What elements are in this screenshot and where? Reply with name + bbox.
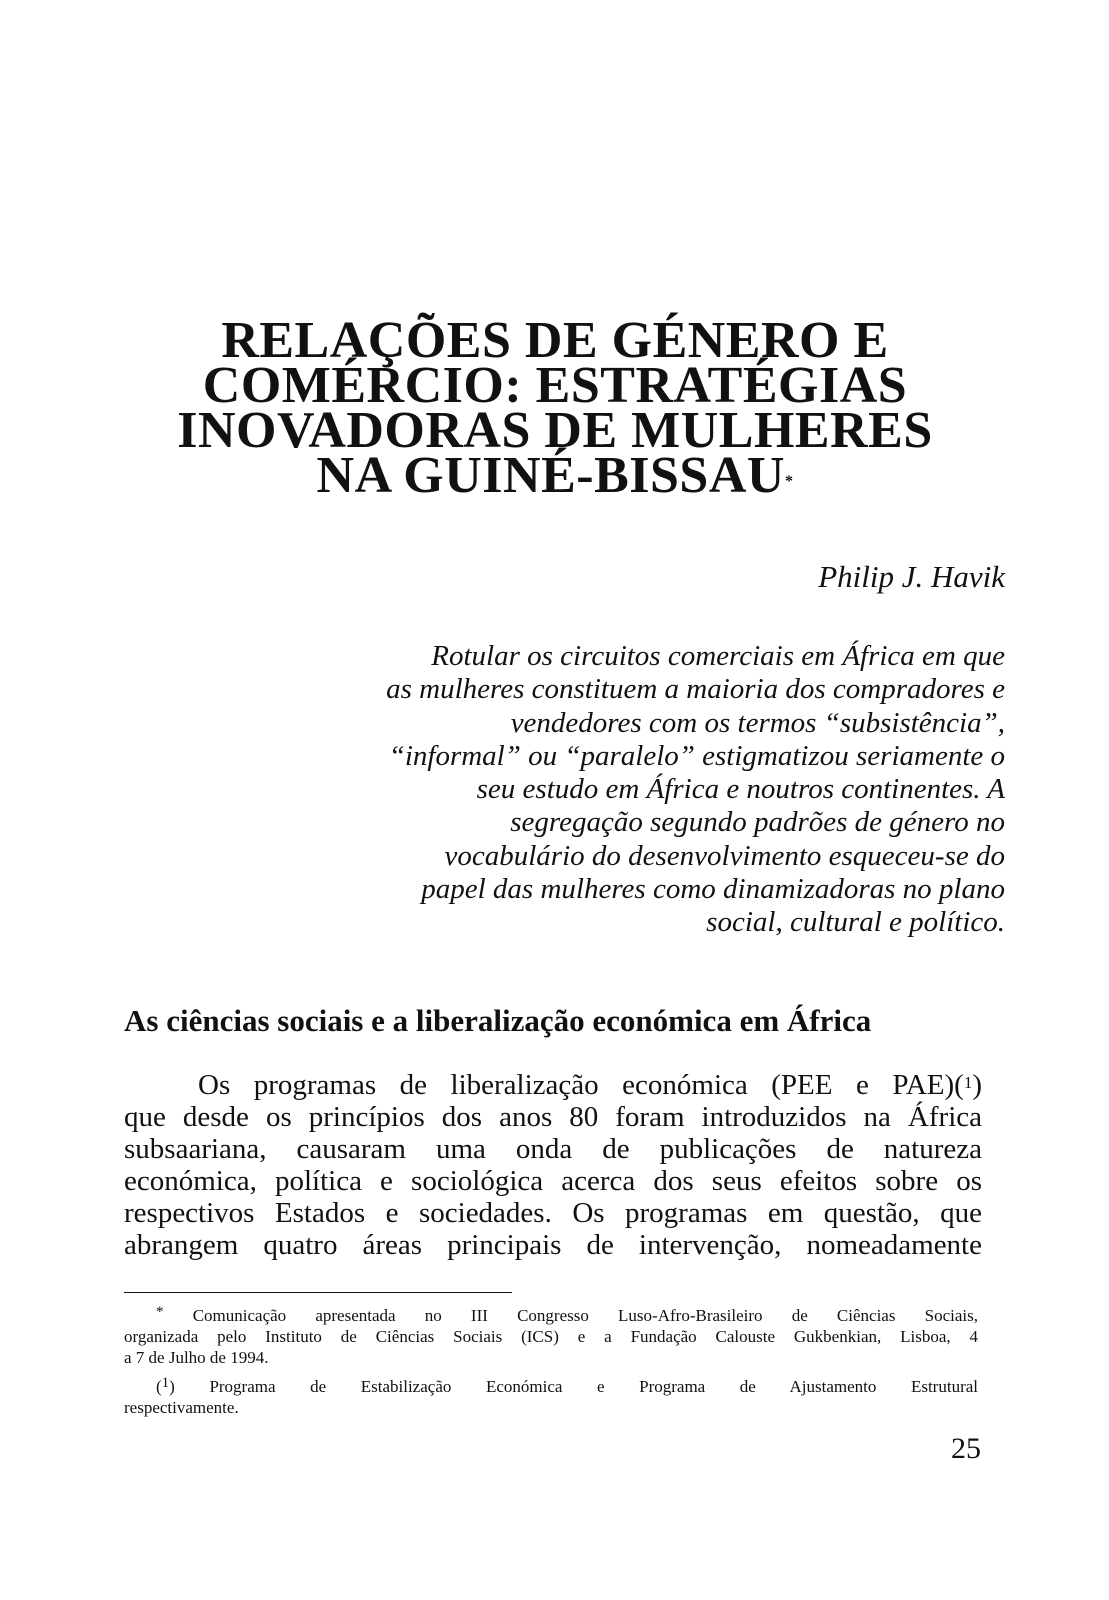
article-title bbox=[150, 312, 960, 504]
footnote-star-line: organizada pelo Instituto de Ciências Sociais (ICS) e a Fundação Calouste Gukbenkian, Lisboa, 4 bbox=[124, 1327, 978, 1346]
paragraph-line: económica, política e sociológica acerca dos seus efeitos sobre os bbox=[124, 1165, 982, 1197]
abstract-line: as mulheres constituem a maioria dos compradores e bbox=[386, 673, 1005, 706]
footnote-1-marker-open: ( bbox=[156, 1377, 162, 1396]
page-number: 25 bbox=[951, 1432, 981, 1465]
title-line: INOVADORAS DE MULHERES bbox=[177, 402, 933, 459]
abstract bbox=[285, 640, 1005, 940]
abstract-line: “informal” ou “paralelo” estigmatizou seriamente o bbox=[388, 739, 1005, 772]
footnote-star-line bbox=[124, 1305, 978, 1326]
title-line: NA GUINÉ-BISSAU bbox=[316, 447, 785, 504]
paragraph-line: abrangem quatro áreas principais de intervenção, nomeadamente bbox=[124, 1229, 982, 1261]
footnote-1-marker-close: ) bbox=[169, 1377, 175, 1396]
footnote-reference[interactable]: 1 bbox=[963, 1073, 973, 1092]
footnote-1-marker: 1 bbox=[161, 1375, 170, 1391]
abstract-line: vocabulário do desenvolvimento esqueceu-se do bbox=[444, 839, 1005, 872]
footnote-star-line: a 7 de Julho de 1994. bbox=[124, 1348, 269, 1367]
footnote-1-line bbox=[124, 1376, 978, 1397]
title-footnote-marker[interactable]: * bbox=[784, 473, 794, 490]
author-name: Philip J. Havik bbox=[818, 559, 1005, 594]
paragraph-line: respectivos Estados e sociedades. Os programas em questão, que bbox=[124, 1197, 982, 1229]
paragraph-text: ) bbox=[972, 1069, 982, 1101]
abstract-line: vendedores com os termos “subsistência”, bbox=[510, 706, 1005, 739]
title-line: COMÉRCIO: ESTRATÉGIAS bbox=[202, 357, 908, 414]
footnote-text: Programa de Estabilização Económica e Programa de Ajustamento Estrutural bbox=[209, 1377, 978, 1396]
footnote-star-marker: * bbox=[156, 1304, 164, 1320]
paragraph-line: subsaariana, causaram uma onda de publicações de natureza bbox=[124, 1133, 982, 1165]
abstract-line: Rotular os circuitos comerciais em África em que bbox=[431, 640, 1005, 672]
abstract-line: seu estudo em África e noutros continentes. A bbox=[476, 773, 1005, 806]
footnote-1-line: respectivamente. bbox=[124, 1398, 239, 1417]
title-line: RELAÇÕES DE GÉNERO E bbox=[221, 312, 889, 369]
footnotes bbox=[124, 1305, 978, 1418]
abstract-line: social, cultural e político. bbox=[706, 906, 1005, 939]
abstract-line: papel das mulheres como dinamizadoras no plano bbox=[421, 873, 1005, 906]
paragraph-first-line bbox=[124, 1069, 982, 1101]
abstract-line: segregação segundo padrões de género no bbox=[510, 806, 1005, 839]
footnote-divider bbox=[124, 1292, 512, 1293]
section-heading: As ciências sociais e a liberalização económica em África bbox=[124, 1003, 872, 1038]
footnote-text: Comunicação apresentada no III Congresso Luso-Afro-Brasileiro de Ciências Sociais, bbox=[192, 1306, 978, 1325]
body-paragraph bbox=[124, 1069, 982, 1261]
paragraph-text: Os programas de liberalização económica (PEE e PAE)( bbox=[198, 1069, 964, 1101]
paragraph-line: que desde os princípios dos anos 80 foram introduzidos na África bbox=[124, 1101, 982, 1133]
